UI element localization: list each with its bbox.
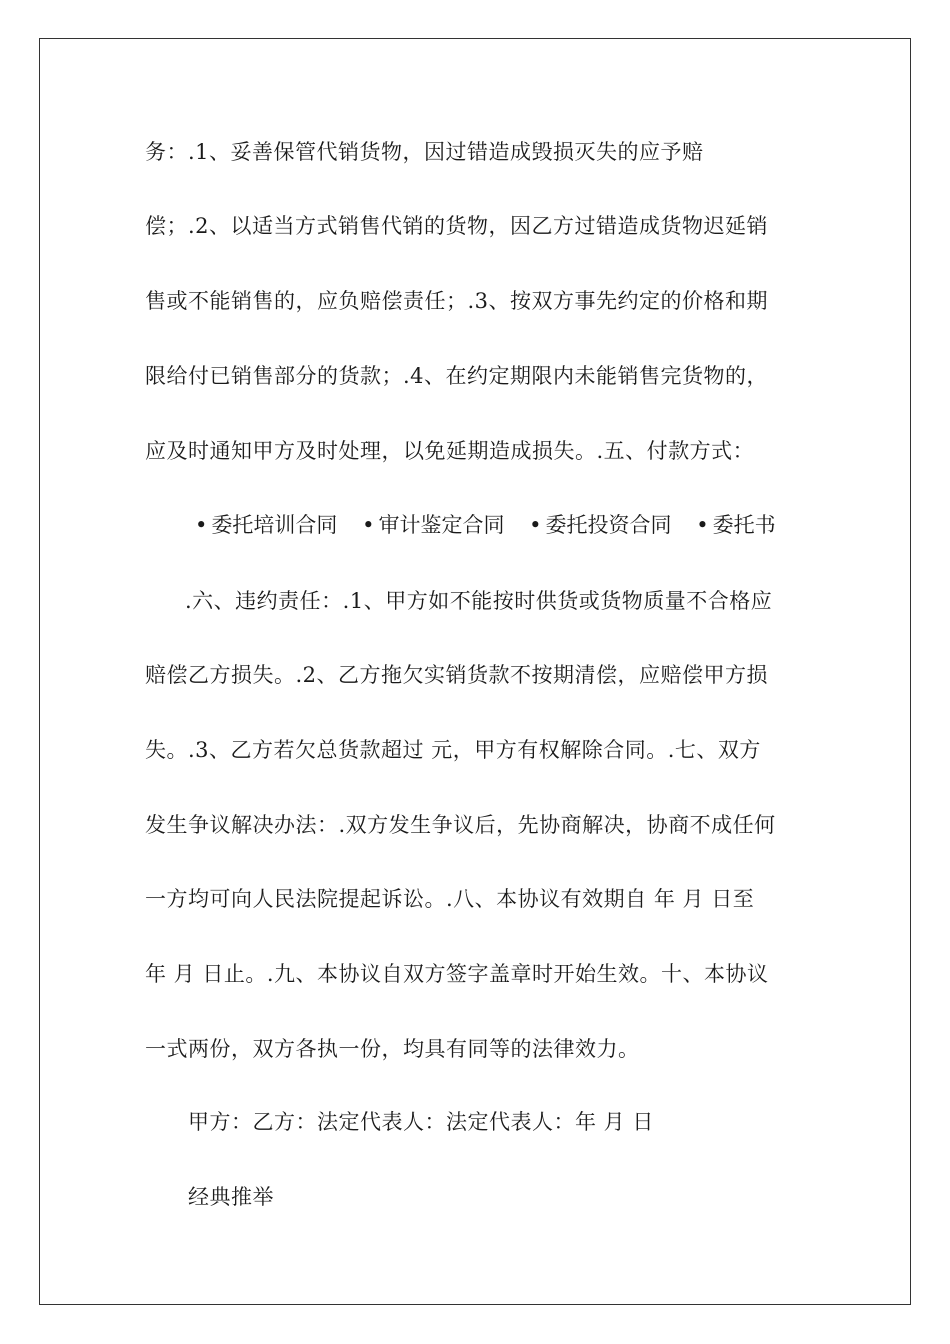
paragraph-line: .六、违约责任：.1、甲方如不能按时供货或货物质量不合格应 [185,589,773,613]
paragraph-line: 失。.3、乙方若欠总货款超过 元，甲方有权解除合同。.七、双方 [145,738,761,762]
related-link-power-of-attorney[interactable] [696,510,775,540]
paragraph-line: 年 月 日止。.九、本协议自双方签字盖章时开始生效。十、本协议 [145,962,769,986]
paragraph-line: 限给付已销售部分的货款；.4、在约定期限内未能销售完货物的， [145,364,769,388]
related-link-training-contract[interactable] [195,510,337,540]
paragraph-line: 务：.1、妥善保管代销货物，因过错造成毁损灭失的应予赔 [145,140,704,164]
paragraph-line: 售或不能销售的，应负赔偿责任；.3、按双方事先约定的价格和期 [145,289,769,313]
related-link-label: 委托投资合同 [545,513,672,537]
signature-line: 甲方：乙方：法定代表人：法定代表人：年 月 日 [188,1110,654,1134]
related-link-label: 委托书 [712,513,776,537]
related-link-label: 委托培训合同 [211,513,338,537]
paragraph-line: 应及时通知甲方及时处理，以免延期造成损失。.五、付款方式： [145,439,755,463]
paragraph-line: 发生争议解决办法：.双方发生争议后，先协商解决，协商不成任何 [145,813,776,837]
related-links [195,510,794,540]
paragraph-line: 偿；.2、以适当方式销售代销的货物，因乙方过错造成货物迟延销 [145,214,769,238]
paragraph-line: 赔偿乙方损失。.2、乙方拖欠实销货款不按期清偿，应赔偿甲方损 [145,663,769,687]
related-link-investment-contract[interactable] [529,510,671,540]
bullet-icon: • [696,513,709,537]
bullet-icon: • [362,513,375,537]
paragraph-line: 一式两份，双方各执一份，均具有同等的法律效力。 [145,1037,640,1061]
related-link-audit-contract[interactable] [362,510,504,540]
paragraph-line: 一方均可向人民法院提起诉讼。.八、本协议有效期自 年 月 日至 [145,887,755,911]
related-link-label: 审计鉴定合同 [378,513,505,537]
bullet-icon: • [195,513,208,537]
section-heading: 经典推举 [188,1185,274,1209]
bullet-icon: • [529,513,542,537]
